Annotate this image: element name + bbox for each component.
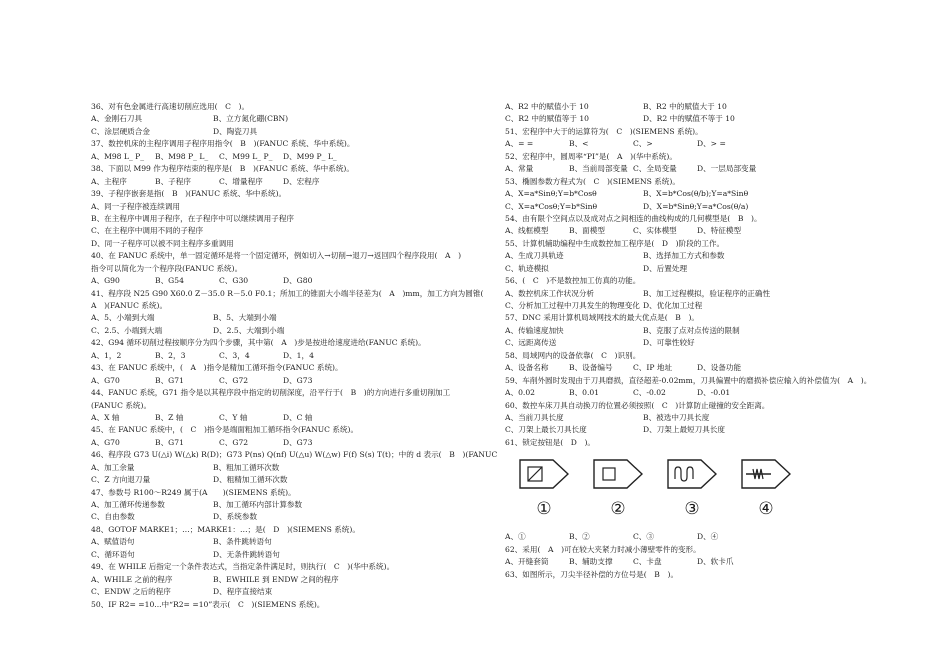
question-text: (FANUC 系统)。 [91, 400, 152, 410]
question-line [91, 238, 491, 250]
option-text: B、条件跳转语句 [213, 537, 272, 547]
options-line [505, 250, 935, 262]
option-text: A、加工循环传递参数 [91, 500, 165, 509]
option-text: D、R2 中的赋值不等于 10 [643, 114, 735, 124]
option-text: A、= = [505, 139, 534, 149]
question-line [91, 424, 491, 436]
question-line [91, 213, 491, 225]
option-text: C、IP 地址 [633, 363, 673, 373]
options-line [505, 138, 935, 150]
lock-button-figure [505, 449, 935, 531]
option-text: A、数控机床工作状况分析 [505, 288, 595, 298]
option-text: A、当前刀具长度 [505, 412, 564, 422]
options-line [505, 556, 935, 568]
option-text: A、1，2 [91, 350, 122, 360]
question-line [505, 375, 935, 387]
option-text: C、G72 [219, 437, 249, 447]
options-line [91, 275, 491, 287]
option-text: C、远距离传送 [505, 338, 557, 348]
option-text: C、ENDW 之后的程序 [91, 587, 171, 597]
option-text: C、R2 中的赋值等于 10 [505, 114, 590, 124]
left-column [91, 101, 498, 611]
option-text: B、0.01 [569, 388, 600, 398]
question-text: 59、车削外圆时发现由于刀具磨损，直径超差-0.02mm，刀具偏置中的磨损补偿应输入的补偿值为( A )。 [505, 375, 872, 385]
option-text: A、X=a*Sinθ;Y=b*Cosθ [505, 189, 597, 199]
options-line [505, 362, 935, 374]
options-line [91, 113, 491, 125]
option-text: C、刀架上最长刀具长度 [505, 425, 587, 435]
option-text: C、G30 [219, 276, 249, 286]
question-text: 46、程序段 G73 U(△i) W(△k) R(D)；G73 P(ns) Q(nf) U(△u) W(△w) F(f) S(s) T(t)；中的 d 表示( B )(FANUC [91, 450, 498, 460]
options-line [91, 375, 491, 387]
option-text: B、2，3 [155, 350, 186, 360]
options-line [91, 462, 491, 474]
option-text: A、R2 中的赋值小于 10 [505, 102, 589, 111]
option-text: D、2.5、大端到小端 [213, 325, 285, 335]
option-text: B、立方氮化硼(CBN) [213, 114, 289, 124]
options-line [91, 574, 491, 586]
option-text: D、④ [697, 532, 719, 542]
option-text: C、> [633, 139, 653, 149]
option-text: A、生成刀具轨迹 [505, 251, 564, 261]
question-line [91, 300, 491, 312]
option-text: B、5、大端到小端 [213, 313, 277, 323]
option-text: B、R2 中的赋值大于 10 [643, 102, 727, 111]
options-line [505, 263, 935, 275]
right-column-bottom [505, 531, 935, 581]
options-line [505, 201, 935, 213]
question-text: 45、在 FANUC 系统中，( C )指令是端面粗加工循环指令(FANUC 系统)。 [91, 425, 359, 435]
question-text: 47、参数号 R100～R249 属于(A )(SIEMENS 系统)。 [91, 487, 296, 497]
options-line [91, 412, 491, 424]
option-text: C、涂层硬质合金 [91, 126, 150, 136]
option-text: B、EWHILE 到 ENDW 之间的程序 [213, 574, 339, 584]
option-text: B、G54 [155, 276, 184, 286]
question-text: 57、DNC 采用计算机局域网技术的最大优点是( B )。 [505, 313, 699, 323]
question-text: D、同一子程序可以被不同主程序多重调用 [91, 238, 234, 248]
option-text: D、特征模型 [697, 226, 742, 236]
button-1-icon [519, 459, 569, 489]
question-text: C、在主程序中调用不同的子程序 [91, 226, 204, 236]
question-line [91, 101, 491, 113]
option-text: A、G90 [91, 276, 120, 286]
option-text: C、2.5、小端到大端 [91, 325, 163, 335]
options-line [505, 387, 935, 399]
option-text: D、C 轴 [283, 412, 313, 422]
option-text: B、M98 P_ L_ [155, 151, 209, 161]
question-line [91, 387, 491, 399]
options-line [91, 536, 491, 548]
option-text: C、全局变量 [633, 164, 677, 174]
question-text: 49、在 WHILE 后指定一个条件表达式，当指定条件满足时，则执行( C )(华中系统)。 [91, 562, 395, 572]
right-column-top [505, 101, 935, 449]
options-line [505, 113, 935, 125]
option-text: A、主程序 [91, 176, 127, 186]
question-line [91, 250, 491, 262]
option-text: D、刀架上最短刀具长度 [643, 425, 726, 435]
option-text: A、M98 L_ P_ [91, 151, 145, 161]
option-text: A、开缝套筒 [505, 557, 549, 567]
option-text: C、轨迹模拟 [505, 263, 549, 273]
options-line [91, 350, 491, 362]
button-3-icon [667, 459, 717, 489]
question-line [505, 400, 935, 412]
question-text: 42、G94 循环切削过程按顺序分为四个步骤，其中第( A )步是按进给速度进给(FANUC 系统)。 [91, 338, 426, 348]
option-text: C、卡盘 [633, 557, 662, 567]
figure-label-1: ① [536, 499, 552, 520]
option-text: C、-0.02 [633, 388, 666, 398]
button-4-icon [741, 459, 791, 489]
options-line [505, 531, 935, 543]
option-text: A、G70 [91, 437, 120, 447]
option-text: B、面模型 [569, 226, 605, 236]
question-text: A、同一子程序被连续调用 [91, 201, 181, 211]
option-text: D、软卡爪 [697, 557, 734, 567]
question-text: A )(FANUC 系统)。 [91, 301, 168, 310]
option-text: C、X=a*Cosθ;Y=b*Sinθ [505, 201, 598, 211]
option-text: D、可靠性较好 [643, 338, 695, 348]
option-text: D、优化加工过程 [643, 301, 703, 310]
option-text: D、粗精加工循环次数 [213, 475, 288, 485]
options-line [91, 437, 491, 449]
option-text: B、< [569, 139, 589, 149]
question-text: 38、下面以 M99 作为程序结束的程序是( B )(FANUC 系统、华中系统)。 [91, 164, 354, 174]
option-text: D、宏程序 [283, 176, 320, 186]
option-text: A、常量 [505, 164, 534, 174]
question-line [505, 176, 935, 188]
option-text: A、G70 [91, 375, 120, 385]
question-text: 53、椭圆参数方程式为( C )(SIEMENS 系统)。 [505, 176, 680, 186]
question-text: 52、宏程序中，圆周率“PI”是( A )(华中系统)。 [505, 151, 677, 161]
question-text: 37、数控机床的主程序调用子程序用指令( B )(FANUC 系统、华中系统)。 [91, 139, 355, 149]
options-line [505, 424, 935, 436]
option-text: A、线框模型 [505, 226, 549, 236]
option-text: D、设备功能 [697, 363, 742, 373]
question-line [505, 569, 935, 581]
option-text: D、1，4 [283, 350, 314, 360]
option-text: C、自由参数 [91, 512, 135, 522]
option-text: A、WHILE 之前的程序 [91, 574, 173, 584]
options-line [91, 586, 491, 598]
question-line [505, 126, 935, 138]
question-line [91, 201, 491, 213]
options-line [505, 300, 935, 312]
option-text: D、G80 [283, 276, 313, 286]
options-line [91, 474, 491, 486]
option-text: A、0.02 [505, 388, 535, 398]
option-text: C、M99 L_ P_ [219, 151, 273, 161]
options-line [91, 325, 491, 337]
option-text: C、实体模型 [633, 226, 677, 236]
question-line [91, 449, 498, 461]
options-line [91, 126, 491, 138]
option-text: D、G73 [283, 437, 313, 447]
question-text: 51、宏程序中大于的运算符为( C )(SIEMENS 系统)。 [505, 126, 703, 136]
option-text: B、加工过程模拟，验证程序的正确性 [643, 288, 771, 298]
option-text: B、G71 [155, 437, 184, 447]
option-text: A、金刚石刀具 [91, 114, 143, 124]
question-line [505, 437, 935, 449]
question-text: 61、锁定按钮是( D )。 [505, 437, 596, 447]
options-line [91, 499, 491, 511]
right-column [505, 101, 935, 581]
option-text: B、加工循环内部计算参数 [213, 500, 303, 509]
option-text: C、G72 [219, 375, 249, 385]
question-text: 41、程序段 N25 G90 X60.0 Z－35.0 R－5.0 F0.1；所加工的锥面大小端半径差为( A )mm，加工方向为圆锥( [91, 288, 484, 298]
question-text: 62、采用( A )可在较大夹紧力时减小薄壁零件的变形。 [505, 544, 701, 554]
options-line [91, 549, 491, 561]
option-text: B、② [569, 532, 590, 542]
option-text: C、增量程序 [219, 176, 263, 186]
question-text: 58、局域网内的设备依靠( C )识别。 [505, 350, 641, 360]
option-text: B、克服了点对点传送的限制 [643, 325, 740, 335]
option-text: D、系统参数 [213, 512, 258, 522]
option-text: A、① [505, 532, 526, 542]
option-text: D、X=b*Sinθ;Y=a*Cos(θ/a) [643, 201, 749, 211]
option-text: D、M99 P_ L_ [283, 151, 337, 161]
button-2-icon [593, 459, 643, 489]
option-text: C、Z 方向退刀量 [91, 475, 151, 485]
options-line [505, 288, 935, 300]
question-text: 54、由有限个空间点以及成对点之间相连的曲线构成的几何模型是( B )。 [505, 213, 762, 223]
option-text: A、赋值语句 [91, 537, 135, 547]
question-line [505, 238, 935, 250]
question-text: 40、在 FANUC 系统中，单一固定循环是将一个固定循环，例如切入→切削→退刀→返回四个程序段用( A ) [91, 251, 462, 261]
options-line [91, 151, 491, 163]
question-text: 36、对有色金属进行高速切削应选用( C )。 [91, 102, 250, 111]
question-line [505, 312, 935, 324]
options-line [505, 325, 935, 337]
option-text: B、子程序 [155, 176, 191, 186]
option-text: A、传输速度加快 [505, 325, 564, 335]
question-text: B、在主程序中调用子程序，在子程序中可以继续调用子程序 [91, 213, 295, 223]
question-line [505, 350, 935, 362]
option-text: B、被选中刀具长度 [643, 412, 710, 422]
option-text: D、无条件跳转语句 [213, 549, 280, 559]
options-line [505, 101, 935, 113]
question-line [91, 138, 491, 150]
question-line [91, 263, 491, 275]
options-line [91, 312, 491, 324]
option-text: B、辅助支撑 [569, 557, 613, 567]
options-line [505, 412, 935, 424]
option-text: B、X=b*Cos(θ/b);Y=a*Sinθ [643, 189, 749, 199]
option-text: A、5、小端到大端 [91, 313, 155, 323]
question-line [91, 362, 491, 374]
question-line [505, 275, 935, 287]
question-text: 43、在 FANUC 系统中，( A )指令是精加工循环指令(FANUC 系统)。 [91, 363, 343, 373]
figure-label-4: ④ [758, 499, 774, 520]
option-text: D、陶瓷刀具 [213, 126, 258, 136]
option-text: C、③ [633, 532, 654, 542]
option-text: A、X 轴 [91, 412, 120, 422]
question-line [505, 151, 935, 163]
question-line [91, 188, 491, 200]
question-line [505, 544, 935, 556]
question-text: 60、数控车床刀具自动换刀的位置必须按照( C )计算防止碰撞的安全距离。 [505, 400, 770, 410]
question-text: 48、GOTOF MARKE1；…；MARKE1：…；是( D )(SIEMENS 系统)。 [91, 524, 360, 534]
question-line [91, 487, 491, 499]
options-line [505, 337, 935, 349]
option-text: C、循环语句 [91, 549, 135, 559]
question-text: 56、( C )不是数控加工仿真的功能。 [505, 276, 641, 286]
question-line [91, 524, 491, 536]
figure-label-3: ③ [684, 499, 700, 520]
option-text: A、加工余量 [91, 462, 135, 472]
option-text: D、一层局部变量 [697, 164, 757, 174]
options-line [505, 163, 935, 175]
figure-label-2: ② [610, 499, 626, 520]
question-text: 55、计算机辅助编程中生成数控加工程序是( D )阶段的工作。 [505, 238, 725, 248]
option-text: B、Z 轴 [155, 412, 184, 422]
options-line [91, 511, 491, 523]
option-text: B、粗加工循环次数 [213, 462, 280, 472]
option-text: B、选择加工方式和参数 [643, 251, 725, 261]
question-line [91, 400, 491, 412]
question-text: 39、子程序嵌套是指( B )(FANUC 系统、华中系统)。 [91, 189, 287, 199]
question-line [505, 213, 935, 225]
options-line [505, 225, 935, 237]
question-line [91, 561, 491, 573]
option-text: C、分析加工过程中刀具发生的物理变化 [505, 301, 640, 310]
option-text: D、后置处理 [643, 263, 688, 273]
question-line [91, 163, 491, 175]
option-text: C、Y 轴 [219, 412, 248, 422]
question-line [91, 288, 491, 300]
question-line [91, 225, 491, 237]
option-text: D、> = [697, 139, 726, 149]
question-line [91, 599, 491, 611]
question-line [91, 337, 491, 349]
question-text: 63、如图所示，刀尖半径补偿的方位号是( B )。 [505, 569, 679, 579]
option-text: B、G71 [155, 375, 184, 385]
question-text: 指令可以简化为一个程序段(FANUC 系统)。 [91, 263, 243, 273]
option-text: D、G73 [283, 375, 313, 385]
option-text: D、-0.01 [697, 388, 731, 398]
option-text: A、设备名称 [505, 363, 549, 373]
options-line [505, 188, 935, 200]
question-text: 44、FANUC 系统，G71 指令是以其程序段中指定的切削深度，沿平行于( B )的方向进行多重切削加工 [91, 388, 451, 398]
option-text: B、设备编号 [569, 363, 613, 373]
option-text: D、程序直接结束 [213, 587, 273, 597]
option-text: C、3，4 [219, 350, 250, 360]
question-text: 50、IF R2= =10...中“R2= =10”表示( C )(SIEMENS 系统)。 [91, 599, 325, 609]
option-text: B、当前局部变量 [569, 164, 628, 174]
options-line [91, 176, 491, 188]
